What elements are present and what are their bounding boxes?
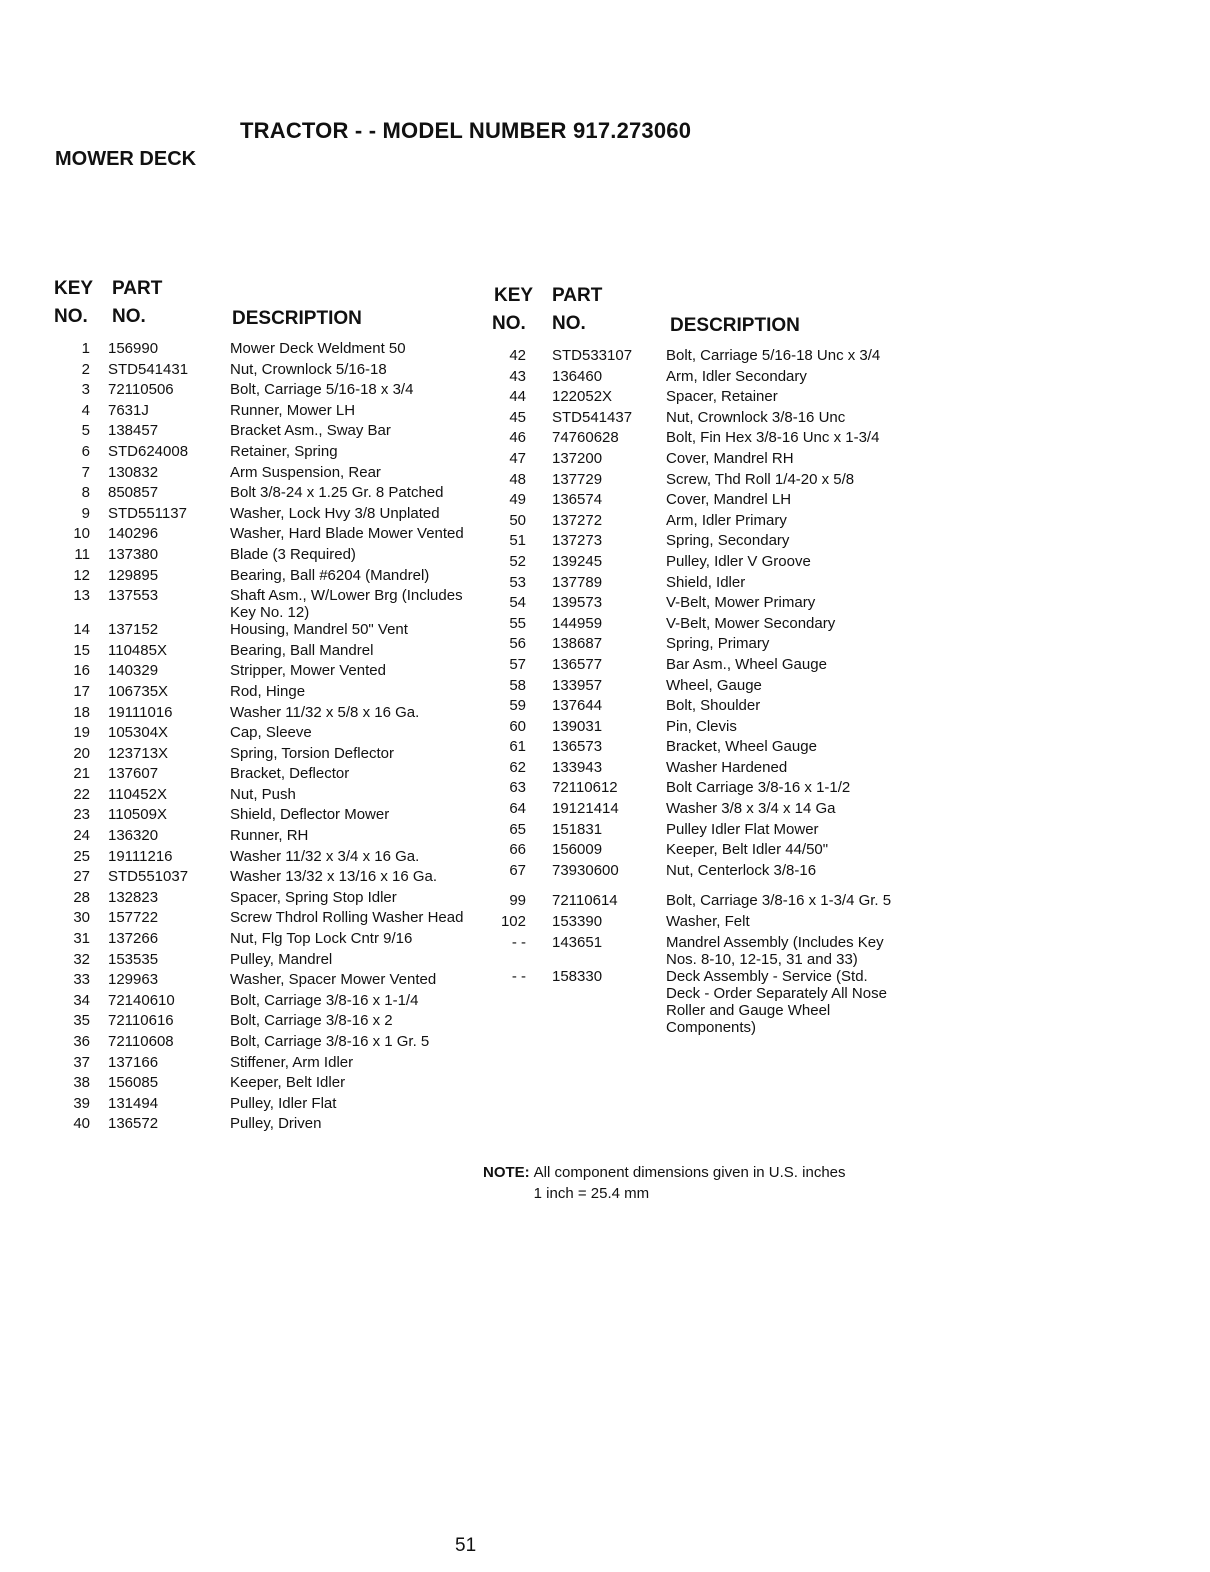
table-row [490,553,920,574]
parts-list-right [490,347,920,1036]
table-row [50,1054,480,1075]
key-number: 65 [509,820,526,838]
part-description: Cap, Sleeve [230,724,312,742]
key-number: 64 [509,800,526,818]
part-number: 158330 [552,967,603,985]
table-row [490,779,920,800]
key-number: 62 [509,758,526,776]
section-title: MOWER DECK [55,148,197,170]
part-number: 133957 [552,676,603,694]
table-row [490,968,920,1036]
part-number: 73930600 [552,861,619,879]
part-description: Bolt, Shoulder [666,697,761,715]
part-number: 140329 [108,662,159,680]
part-description: Pulley Idler Flat Mower [666,820,819,838]
part-description: Bracket, Deflector [230,765,350,783]
part-number: 156990 [108,340,159,357]
part-number: 132823 [108,888,159,906]
key-number: 28 [73,888,90,906]
header-part-line1: PART [112,278,163,299]
part-number: 137273 [552,532,603,550]
key-number: 35 [73,1012,90,1030]
key-number: 15 [73,641,90,659]
part-number: 139031 [552,717,603,735]
key-number: - - [511,967,526,985]
table-row [490,450,920,471]
header-key-line1: KEY [54,278,94,299]
part-description: Washer, Felt [666,913,750,931]
key-number: 4 [81,401,90,419]
part-description: Spacer, Retainer [666,388,778,406]
part-description: Blade (3 Required) [230,545,356,563]
key-number: 47 [509,449,526,467]
part-number: 136577 [552,655,603,673]
part-number: 137644 [552,697,603,715]
part-description: Bracket Asm., Sway Bar [230,422,391,440]
part-number: 137152 [108,621,159,639]
table-row [490,800,920,821]
key-number: 27 [73,868,90,886]
part-description: Cover, Mandrel RH [666,449,794,467]
header-part-line1: PART [552,285,603,306]
part-description: V-Belt, Mower Primary [666,594,816,612]
key-number: 9 [81,504,90,522]
part-description: Pulley, Idler Flat [230,1094,337,1112]
part-description: Bearing, Ball Mandrel [230,641,374,659]
key-number: 12 [73,566,90,584]
part-number: 156085 [108,1074,159,1092]
part-description: Wheel, Gauge [666,676,762,694]
table-row [50,1095,480,1116]
part-description: Cover, Mandrel LH [666,491,792,509]
part-number: 72110612 [552,779,618,797]
header-description: DESCRIPTION [670,315,800,336]
part-number: 140296 [108,525,159,543]
part-number: STD551137 [108,504,187,522]
key-number: 5 [81,422,90,440]
part-description: Bolt, Carriage 3/8-16 x 2 [230,1012,393,1030]
part-number: 72140610 [108,991,175,1009]
key-number: 49 [509,491,526,509]
key-number: 11 [74,545,90,563]
part-number: 123713X [108,744,169,762]
key-number: 52 [509,552,526,570]
part-number: 137166 [108,1053,159,1071]
key-number: 14 [73,621,90,639]
key-number: 58 [509,676,526,694]
part-description: Runner, Mower LH [230,401,356,419]
table-row [490,821,920,842]
table-row [50,381,480,402]
table-row [50,361,480,382]
part-description: Screw Thdrol Rolling Washer Head [230,909,464,927]
part-description: Washer 3/8 x 3/4 x 14 Ga [666,800,836,818]
key-number: 51 [509,532,526,550]
part-description: Nut, Crownlock 5/16-18 [230,360,387,378]
table-row [490,934,920,968]
key-number: 55 [509,614,526,632]
table-row [490,738,920,759]
key-number: 10 [73,525,90,543]
table-row [490,347,920,368]
key-number: 102 [500,913,526,931]
table-row [490,409,920,430]
part-number: 137380 [108,545,159,563]
part-number: STD541437 [552,408,633,426]
note [483,1162,854,1204]
part-description: Shield, Idler [666,573,746,591]
table-row [50,567,480,588]
key-number: 20 [73,744,90,762]
key-number: 1 [81,340,90,357]
key-number: 24 [73,827,90,845]
table-row [50,402,480,423]
key-number: 44 [509,388,526,406]
key-number: 57 [509,655,526,673]
table-row [50,546,480,567]
part-description: Bolt Carriage 3/8-16 x 1-1/2 [666,779,851,797]
part-description: Deck Assembly - Service (Std. Deck - Order Separately All Nose Roller and Gauge Wheel Components) [666,967,887,1036]
key-number: 39 [73,1094,90,1112]
header-key-line1: KEY [494,285,534,306]
part-number: 136574 [552,491,603,509]
part-description: Bolt, Carriage 5/16-18 Unc x 3/4 [666,347,881,364]
header-description: DESCRIPTION [232,308,362,329]
page-number: 51 [455,1535,477,1556]
part-description: Stripper, Mower Vented [230,662,386,680]
key-number: 99 [509,892,526,910]
part-number: 137607 [108,765,159,783]
key-number: 19 [73,724,90,742]
part-description: Bolt, Carriage 3/8-16 x 1 Gr. 5 [230,1033,430,1050]
key-number: 23 [73,806,90,824]
key-number: 66 [509,841,526,859]
table-row [50,868,480,889]
part-number: 153390 [552,913,603,931]
note-text: All component dimensions given in U.S. inches 1 inch = 25.4 mm [533,1164,846,1202]
table-row [50,1115,480,1136]
part-number: 19121414 [552,800,619,818]
table-row [50,909,480,930]
part-description: Shaft Asm., W/Lower Brg (Includes Key No. 12) [230,587,463,622]
part-description: Spring, Primary [666,635,770,653]
table-row [490,862,920,883]
part-number: 74760628 [552,429,619,447]
part-description: Stiffener, Arm Idler [230,1053,354,1071]
part-number: 72110608 [108,1033,174,1050]
part-description: Nut, Flg Top Lock Cntr 9/16 [230,930,413,948]
parts-table-left [50,278,480,1136]
part-description: Mandrel Assembly (Includes Key Nos. 8-10, 12-15, 31 and 33) [666,933,884,968]
part-number: 137272 [552,511,603,529]
key-number: 37 [73,1053,90,1071]
part-number: 139245 [552,552,603,570]
parts-table-right [490,285,920,1036]
part-number: 133943 [552,758,603,776]
part-description: Washer, Spacer Mower Vented [230,971,437,989]
part-description: Screw, Thd Roll 1/4-20 x 5/8 [666,470,855,488]
table-row [50,889,480,910]
part-description: Washer 13/32 x 13/16 x 16 Ga. [230,868,438,886]
part-description: Pulley, Driven [230,1115,322,1133]
table-row [50,1012,480,1033]
table-row [50,642,480,663]
part-number: 138457 [108,422,159,440]
part-description: Spring, Torsion Deflector [230,744,394,762]
part-number: 136573 [552,738,603,756]
page-title: TRACTOR - - MODEL NUMBER 917.273060 [240,118,692,143]
part-description: Arm, Idler Secondary [666,367,807,385]
table-header [50,278,480,340]
table-row [50,525,480,546]
part-description: Bar Asm., Wheel Gauge [666,655,827,673]
table-row [50,484,480,505]
table-row [490,635,920,656]
part-description: Arm Suspension, Rear [230,463,381,481]
part-number: 110485X [108,641,167,659]
table-row [490,594,920,615]
part-number: 129895 [108,566,159,584]
part-description: Mower Deck Weldment 50 [230,340,406,357]
key-number: 38 [73,1074,90,1092]
part-description: Spacer, Spring Stop Idler [230,888,397,906]
key-number: 31 [73,930,90,948]
key-number: 54 [509,594,526,612]
table-row [50,786,480,807]
part-description: Keeper, Belt Idler 44/50" [666,841,829,859]
part-description: Rod, Hinge [230,682,306,700]
key-number: 45 [509,408,526,426]
table-row [50,1074,480,1095]
table-row [490,368,920,389]
part-number: 19111016 [108,703,173,721]
key-number: 8 [81,484,90,502]
table-row [490,697,920,718]
part-description: Runner, RH [230,827,309,845]
header-part-line2: NO. [552,313,586,334]
part-number: 137789 [552,573,603,591]
header-key-line2: NO. [54,306,88,327]
part-description: Nut, Crownlock 3/8-16 Unc [666,408,846,426]
part-number: 105304X [108,724,169,742]
key-number: 16 [73,662,90,680]
header-key-line2: NO. [492,313,526,334]
table-row [50,992,480,1013]
part-description: Shield, Deflector Mower [230,806,390,824]
key-number: 67 [509,861,526,879]
part-number: 136460 [552,367,603,385]
part-description: Retainer, Spring [230,442,338,460]
part-description: Pulley, Mandrel [230,950,333,968]
part-number: 72110506 [108,381,174,399]
key-number: 30 [73,909,90,927]
table-row [50,827,480,848]
parts-list-left [50,340,480,1136]
part-number: 7631J [108,401,149,419]
table-row [50,422,480,443]
part-description: Washer 11/32 x 3/4 x 16 Ga. [230,847,420,865]
table-row [490,718,920,739]
table-row [50,806,480,827]
part-number: 850857 [108,484,159,502]
table-row [50,765,480,786]
part-description: Washer, Lock Hvy 3/8 Unplated [230,504,440,522]
table-row [50,971,480,992]
key-number: 60 [509,717,526,735]
key-number: 34 [73,991,90,1009]
part-description: Bearing, Ball #6204 (Mandrel) [230,566,430,584]
part-number: STD533107 [552,347,633,364]
key-number: 56 [509,635,526,653]
key-number: 46 [509,429,526,447]
key-number: 36 [73,1033,90,1050]
part-number: 130832 [108,463,159,481]
table-row [50,587,480,621]
part-description: Bolt, Carriage 3/8-16 x 1-1/4 [230,991,419,1009]
key-number: 18 [73,703,90,721]
part-number: 138687 [552,635,603,653]
table-row [490,429,920,450]
part-description: Housing, Mandrel 50" Vent [230,621,408,639]
part-number: 151831 [552,820,603,838]
table-row [490,491,920,512]
part-number: 137729 [552,470,603,488]
table-row [490,574,920,595]
table-row [50,1033,480,1054]
part-description: Washer Hardened [666,758,788,776]
key-number: 48 [509,470,526,488]
part-number: 72110616 [108,1012,174,1030]
note-label: NOTE: [483,1164,530,1181]
part-number: 144959 [552,614,603,632]
table-row [50,848,480,869]
part-number: 122052X [552,388,613,406]
table-row [50,505,480,526]
key-number: 6 [81,442,90,460]
part-number: 143651 [552,933,603,951]
part-number: 157722 [108,909,159,927]
part-description: Bolt, Carriage 5/16-18 x 3/4 [230,381,414,399]
part-description: Bolt 3/8-24 x 1.25 Gr. 8 Patched [230,484,444,502]
part-number: 156009 [552,841,603,859]
part-description: Bolt, Fin Hex 3/8-16 Unc x 1-3/4 [666,429,880,447]
key-number: 33 [73,971,90,989]
part-number: 110452X [108,785,167,803]
part-number: 137200 [552,449,603,467]
table-row [490,677,920,698]
part-description: Keeper, Belt Idler [230,1074,346,1092]
part-description: Washer, Hard Blade Mower Vented [230,525,464,543]
part-description: Nut, Push [230,785,296,803]
part-number: 72110614 [552,892,618,910]
table-row [490,532,920,553]
table-row [490,656,920,677]
table-row [50,724,480,745]
key-number: 59 [509,697,526,715]
part-description: Pin, Clevis [666,717,737,735]
table-row [490,759,920,780]
key-number: 17 [73,682,90,700]
key-number: 2 [81,360,90,378]
table-row [50,704,480,725]
table-row [50,443,480,464]
key-number: 42 [509,347,526,364]
table-header [490,285,920,347]
key-number: 63 [509,779,526,797]
table-row [50,621,480,642]
table-row [490,615,920,636]
table-row [490,892,920,913]
part-number: STD551037 [108,868,189,886]
key-number: 3 [81,381,90,399]
part-number: 129963 [108,971,159,989]
part-number: 110509X [108,806,167,824]
key-number: - - [511,933,526,951]
key-number: 7 [81,463,90,481]
part-number: 137266 [108,930,159,948]
key-number: 25 [73,847,90,865]
part-number: 106735X [108,682,169,700]
part-description: Bolt, Carriage 3/8-16 x 1-3/4 Gr. 5 [666,892,892,910]
part-number: STD624008 [108,442,189,460]
table-row [490,913,920,934]
table-row [490,471,920,492]
part-description: Spring, Secondary [666,532,790,550]
part-number: 136320 [108,827,159,845]
part-number: 137553 [108,587,159,605]
table-row [50,340,480,361]
part-number: 153535 [108,950,159,968]
part-description: Pulley, Idler V Groove [666,552,811,570]
part-number: 139573 [552,594,603,612]
table-row [50,930,480,951]
table-row [50,951,480,972]
part-number: 136572 [108,1115,159,1133]
header-part-line2: NO. [112,306,146,327]
key-number: 22 [73,785,90,803]
key-number: 21 [73,765,90,783]
part-number: 131494 [108,1094,159,1112]
key-number: 13 [73,587,90,605]
table-row [490,388,920,409]
key-number: 40 [73,1115,90,1133]
part-description: Washer 11/32 x 5/8 x 16 Ga. [230,703,420,721]
key-number: 43 [509,367,526,385]
part-number: STD541431 [108,360,189,378]
key-number: 61 [509,738,526,756]
key-number: 32 [73,950,90,968]
part-description: V-Belt, Mower Secondary [666,614,836,632]
part-description: Arm, Idler Primary [666,511,787,529]
table-row [50,745,480,766]
table-row [490,841,920,862]
table-row [50,662,480,683]
key-number: 50 [509,511,526,529]
table-row [50,683,480,704]
part-number: 19111216 [108,847,173,865]
table-row [490,512,920,533]
part-description: Bracket, Wheel Gauge [666,738,817,756]
table-row [50,464,480,485]
key-number: 53 [509,573,526,591]
part-description: Nut, Centerlock 3/8-16 [666,861,817,879]
